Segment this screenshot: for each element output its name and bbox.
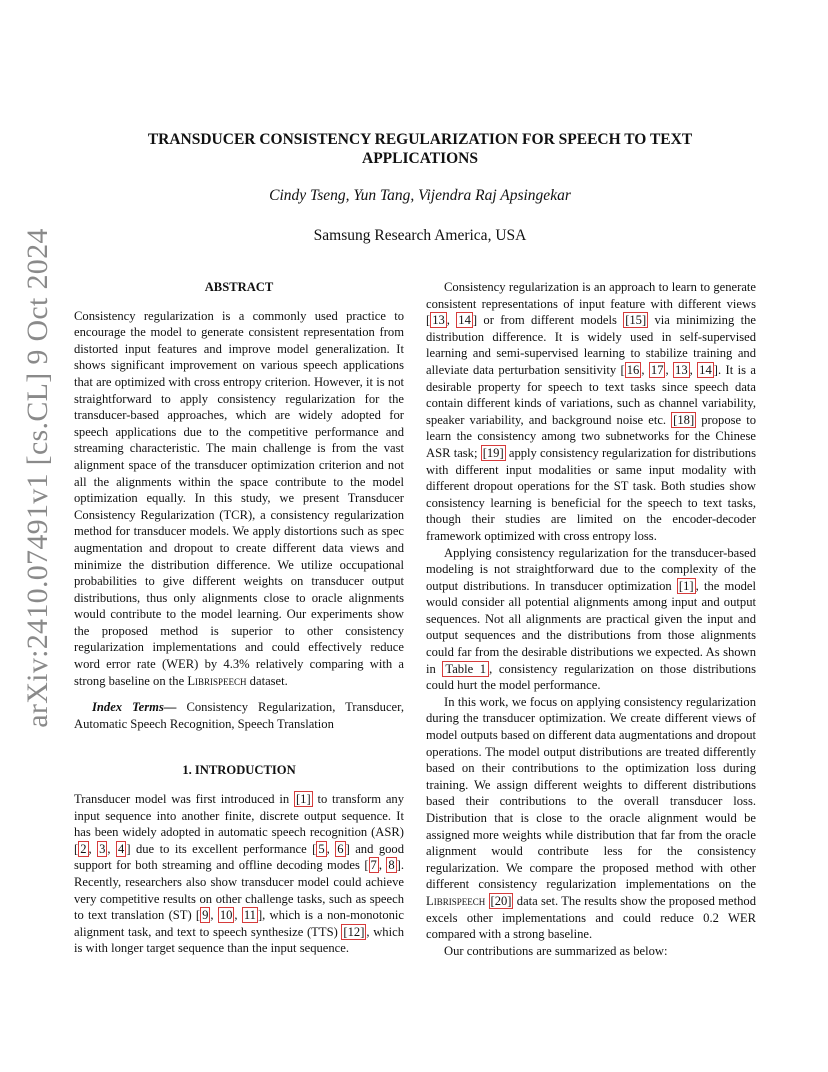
paper-affiliation: Samsung Research America, USA [313,227,527,244]
text-run: ] and good support for both streaming and offline decoding modes [ [74,841,405,873]
text-run: ] due to its excellent performance [ [126,841,317,856]
citation-link[interactable]: 7 [370,858,377,873]
citation-link[interactable]: 8 [388,858,395,873]
citation-link[interactable]: 5 [318,841,325,856]
dataset-name: Librispeech [426,893,486,908]
arxiv-identifier [18,228,58,728]
text-run: via minimizing the distribution difference. It is widely used in self-supervised learning and semi-supervised learning to stabilize training and alleviate data perturbation sensitivity [ [426,313,756,377]
text-run: , [689,362,698,377]
abstract-body [74,308,404,690]
citation-link[interactable]: 13 [432,313,445,328]
body-paragraph [426,694,756,943]
citation-link[interactable]: [1] [678,578,694,593]
citation-link[interactable]: 17 [650,362,664,377]
text-run [485,894,488,908]
text-run: propose to learn the consistency among two subnetworks for the Chinese ASR task; [426,412,756,460]
citation-link[interactable]: 14 [699,362,712,377]
text-run: , [210,908,218,923]
abstract-text: Consistency regularization is a commonly used practice to encourage the model to generate consistent representation from distorted input features and improve model generalization. It shows significant improvement on various speech applications that are optimized with cross entropy criterion. However, it is not straightforward to apply consistency regularization for the transducer-based approaches, which are widely adopted for speech applications due to the competitive performance and streaming characteristic. The main challenge is from the vast alignment space of the transducer optimization criterion and not all the alignments within the space contribute to the model optimization equally. In this study, we present Transducer Consistency Regularization (TCR), a consistency regularization method for transducer models. We apply distortions such as spec augmentation and dropout to create different data views and minimize the distribution difference. We utilize occupational probabilities to give different weights on transducer output distributions, thus only alignments close to oracle alignments would contribute to the model learning. Our experiments show the proposed method is superior to other consistency regularization implementations and could effectively reduce word error rate (WER) by 4.3% relatively comparing with a strong baseline on the [74,308,404,688]
text-run: , [665,362,674,377]
citation-link[interactable]: 10 [219,908,233,923]
paper-authors: Cindy Tseng, Yun Tang, Vijendra Raj Apsingekar [269,187,571,204]
citation-link[interactable]: 11 [243,908,256,923]
text-run: , [326,841,336,856]
dataset-name: Librispeech [187,673,247,688]
citation-link[interactable]: 9 [202,908,209,923]
citation-link[interactable]: [19] [482,445,504,460]
citation-link[interactable]: 4 [118,841,125,856]
body-paragraph [426,545,756,694]
body-paragraph [426,279,756,545]
index-terms-label: Index Terms— [92,700,177,715]
abstract-text-end: dataset. [246,673,288,688]
introduction-heading: 1. INTRODUCTION [182,763,296,778]
citation-link[interactable]: 16 [626,362,640,377]
text-run: data set. The results show the proposed method excels other implementations and could reduce 0.2 WER compared with a strong baseline. [426,893,757,942]
text-run: to transform any input sequence into another finite, discrete output sequence. It has been widely adopted in automatic speech recognition (ASR) [ [74,792,404,856]
text-run: In this work, we focus on applying consistency regularization during the transducer optimization. We create different views of model outputs based on different data augmentations and dropout operations. The model output distributions are treated differently based on their contributions to the optimization loss during training. We assign different weights to different distributions based their contributions to the overall transducer loss. Distribution that is close to the oracle alignment would be assigned more weights while distribution that far from the oracle alignment would contribute less for the consistency regularization. We compare the proposed method with other different consistency regularization implementations on the [426,694,756,892]
text-run: ]. Recently, researchers also show transducer model could achieve very competitive results on other challenge tasks, such as speech to text translation (ST) [ [74,858,405,923]
text-run: , which is with longer target sequence than the input sequence. [74,924,404,956]
citation-link[interactable]: 13 [675,362,688,377]
left-column [74,279,404,957]
citation-link[interactable]: [18] [673,412,695,427]
citation-link[interactable]: 6 [337,841,344,856]
paper-title: TRANSDUCER CONSISTENCY REGULARIZATION FOR SPEECH TO TEXT APPLICATIONS [147,131,693,167]
text-run: ]. It is a desirable property for speech to text tasks since speech data contain different kinds of variations, such as channel variability, speaker variability, and background noise etc. [426,362,756,427]
table-reference-link[interactable]: Table 1 [442,661,489,677]
text-run: Transducer model was first introduced in [74,792,294,807]
text-run: , the model would consider all potential alignments among input and output sequences. Not all alignments are practical given the input and output sequences and the distributions from those alignments could far from the desirable distributions we expected. As shown in [426,578,757,676]
text-run: , [88,841,98,856]
abstract-heading: ABSTRACT [204,280,274,294]
text-run: , [641,362,649,377]
index-terms [74,699,404,732]
text-run: , [378,858,387,873]
citation-link[interactable]: [15] [625,313,647,328]
arxiv-identifier-text: arXiv:2410.07491v1 [cs.CL] 9 Oct 2024 [21,228,54,728]
body-paragraph: Our contributions are summarized as below: [444,943,668,958]
text-run: , [446,313,457,328]
citation-link[interactable]: [12] [343,924,365,939]
citation-link[interactable]: 3 [99,841,106,856]
index-terms-text: Consistency Regularization, Transducer, Automatic Speech Recognition, Speech Translation [74,700,404,731]
text-run: , [107,841,117,856]
citation-link[interactable]: [20] [490,893,512,908]
text-run: , consistency regularization on those distributions could hurt the model performance. [426,661,757,693]
right-column [426,279,756,959]
text-run: ], which is a non-monotonic alignment task, and text to speech synthesize (TTS) [74,908,405,939]
text-run: apply consistency regularization for distributions with different input modalities or same input modality with different dropout operations for the ST task. Both studies show consistency learning is beneficial for the speech to text tasks, though their studies are limited on the encoder-decoder framework optimized with cross entropy loss. [426,445,756,543]
text-run: Consistency regularization is an approach to learn to generate consistent representations of input feature with different views [ [426,280,756,328]
text-run: , [234,908,242,923]
citation-link[interactable]: 14 [458,313,471,328]
text-run: ] or from different models [472,313,624,328]
citation-link[interactable]: [1] [295,792,311,807]
citation-link[interactable]: 2 [80,841,87,856]
intro-paragraph [74,791,404,957]
text-run: Applying consistency regularization for the transducer-based modeling is not straightforward due to the complexity of the output distributions. In transducer optimization [426,545,756,593]
